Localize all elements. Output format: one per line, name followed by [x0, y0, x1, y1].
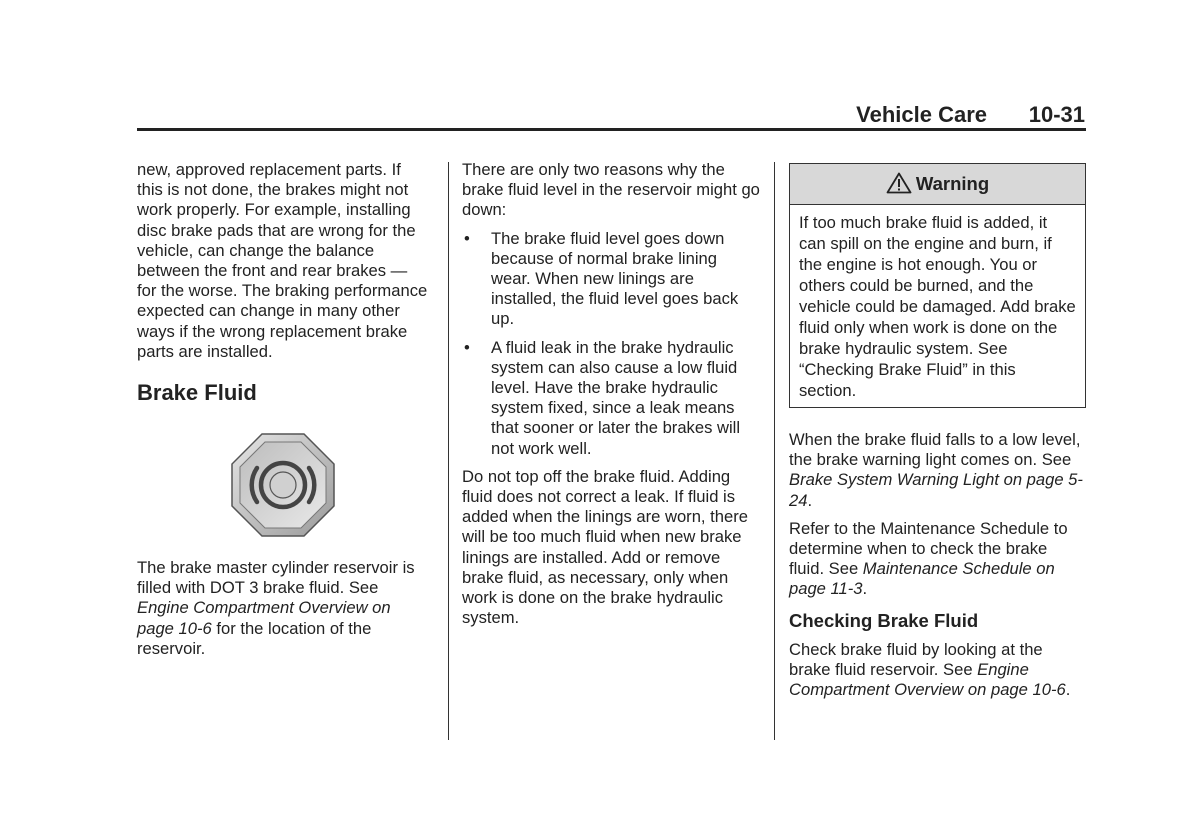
warning-body: If too much brake fluid is added, it can spill on the engine and burn, if the engine is hot enough. You or others could be burned, and the vehicle could be damaged. Add brake fluid only when work is done on the brake hydraulic system. See “Checking Brake Fluid” in this section.	[799, 213, 1076, 400]
brake-fluid-icon-container	[137, 432, 429, 544]
column-divider	[774, 162, 775, 740]
subsection-heading: Checking Brake Fluid	[789, 609, 979, 631]
paragraph: Do not top off the brake fluid. Adding fluid does not correct a leak. If fluid is added when the linings are worn, there will be too much fluid when new brake linings are installed. Add or remove brake fluid, as necessary, only when work is done on the brake hydraulic system.	[462, 466, 748, 628]
column-right	[789, 160, 1086, 708]
section-heading: Brake Fluid	[137, 380, 257, 406]
cross-reference: Engine Compartment Overview on page 10-6	[789, 659, 1066, 700]
paragraph: The brake master cylinder reservoir is filled with DOT 3 brake fluid. See Engine Compartment Overview on page 10-6 for the location of the reservoir.	[137, 558, 415, 658]
page-number: 10-31	[1028, 102, 1085, 127]
section-title: Vehicle Care	[856, 102, 987, 127]
bullet-icon: •	[464, 337, 470, 357]
list-item: • A fluid leak in the brake hydraulic system can also cause a low fluid level. Have the brake hydraulic system fixed, since a leak means that sooner or later the brakes will not work well.	[464, 337, 741, 458]
warning-header	[790, 164, 1085, 205]
cross-reference: Engine Compartment Overview on page 10-6	[137, 598, 391, 638]
header-rule	[137, 128, 1086, 131]
warning-box	[789, 163, 1086, 408]
paragraph: new, approved replacement parts. If this is not done, the brakes might not work properly. For example, installing disc brake pads that are wrong for the vehicle, can change the balance between the front and rear brakes — for the worse. The braking performance expected can change in many other ways if the wrong replacement brake parts are installed.	[137, 160, 428, 361]
brake-fluid-reservoir-cap-icon	[230, 432, 336, 538]
bullet-list	[462, 229, 760, 459]
bullet-icon: •	[464, 228, 470, 248]
warning-triangle-icon	[886, 172, 912, 194]
page-header	[137, 102, 1085, 128]
column-divider	[448, 162, 449, 740]
list-item: • The brake fluid level goes down because of normal brake lining wear. When new linings are installed, the fluid level goes back up.	[464, 228, 739, 329]
column-left	[137, 160, 429, 667]
paragraph: When the brake fluid falls to a low level, the brake warning light comes on. See Brake System Warning Light on page 5-24.	[789, 430, 1083, 510]
column-middle	[462, 160, 760, 636]
warning-title: Warning	[915, 173, 990, 194]
cross-reference: Maintenance Schedule on page 11-3	[789, 559, 1055, 599]
paragraph: Refer to the Maintenance Schedule to determine when to check the brake fluid. See Maintenance Schedule on page 11-3.	[789, 518, 1068, 599]
paragraph: Check brake fluid by looking at the brake fluid reservoir. See Engine Compartment Overview on page 10-6.	[789, 639, 1071, 700]
cross-reference: Brake System Warning Light on page 5-24	[789, 470, 1083, 510]
paragraph: There are only two reasons why the brake fluid level in the reservoir might go down:	[462, 160, 760, 220]
